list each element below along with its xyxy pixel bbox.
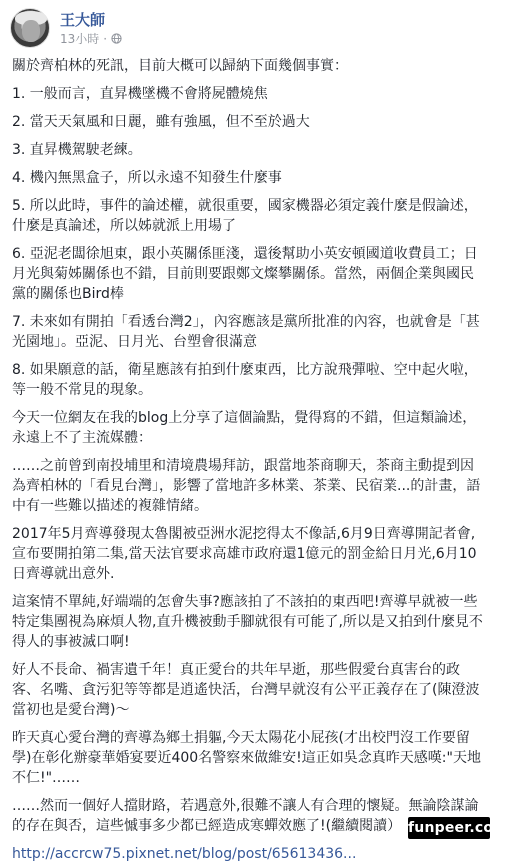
post-header [10,8,486,48]
fact-item: 1. 一般而言，直昇機墜機不會將屍體燒焦 [12,86,268,102]
author-name[interactable]: 王大師 [60,11,106,29]
blog-link[interactable]: http://accrcw75.pixnet.net/blog/post/65613436... [12,846,357,862]
paragraph-blog: 今天一位網友在我的blog上分享了這個論點，覺得寫的不錯，但這類論述，永遠上不了主流媒體： [12,410,477,446]
fact-item: 2. 當天天氣風和日麗，雖有強風，但不至於過大 [12,114,310,130]
fact-item: 7. 未來如有開拍「看透台灣2」，內容應該是黨所批准的內容，也就會是「甚光園地」。亞泥、日月光、台塑會很滿意 [12,314,480,350]
fact-item: 8. 如果願意的話，衛星應該有拍到什麼東西，比方說飛彈啦、空中起火啦，等一般不常見的現象。 [12,362,478,398]
paragraph-good-people: 好人不長命、禍害遺千年！真正愛台的共年早逝，那些假愛台真害台的政客、名嘴、貪污犯等等都是逍遙快活，台灣早就沒有公平正義存在了(陳澄波當初也是愛台灣)～ [12,662,480,718]
post-body [12,56,486,864]
avatar[interactable] [10,8,50,48]
fact-item: 4. 機內無黑盒子，所以永遠不知發生什麼事 [12,170,282,186]
fact-item: 3. 直昇機駕駛老練。 [12,142,142,158]
paragraph-yesterday: 昨天真心愛台灣的齊導為鄉土捐軀,今天太陽花小屁孩(才出校門沒工作要留學)在彰化辦豪華婚宴要近400名警察來做維安!這正如吳念真昨天感嘆:"天地不仁!"…… [12,730,481,786]
avatar-face [22,20,40,42]
post-intro: 關於齊柏林的死訊，目前大概可以歸納下面幾個事實： [12,58,348,74]
watermark-logo: funpeer.com [408,817,490,839]
paragraph-2017: 2017年5月齊導發現太魯閣被亞洲水泥挖得太不像話,6月9日齊導開記者會,宣布要開拍第二集,當天法官要求高雄市政府還1億元的罰金給日月光,6月10日齊導就出意外. [12,526,477,582]
globe-icon[interactable] [111,33,122,44]
fact-item: 6. 亞泥老闆徐旭東，跟小英關係匪淺，還後幫助小英安頓國道收費員工；日月光與菊姊關係也不錯，目前則要跟鄭文燦攀關係。當然，兩個企業與國民黨的關係也Bird棒 [12,246,478,302]
separator-dot: · [103,31,108,46]
paragraph-case: 這案情不單純,好端端的怎會失事?應該拍了不該拍的東西吧!齊導早就被一些特定集團視為麻煩人物,直升機被動手腳就很有可能了,所以是又拍到什麼見不得人的事被滅口啊! [12,594,483,650]
fact-item: 5. 所以此時，事件的論述權，就很重要，國家機器必須定義什麼是假論述，什麼是真論述，所以姊就派上用場了 [12,198,478,234]
paragraph-end: ……然而一個好人擋財路，若遇意外,很難不讓人有合理的懷疑。無論陰謀論的存在與否，這些慽事多少都已經造成寒蟬效應了!(繼續閱讀） [12,798,479,834]
post-time[interactable]: 13小時 [60,32,100,46]
post-meta [60,30,122,47]
paragraph-quote: ……之前曾到南投埔里和清境農場拜訪，跟當地茶商聊天，茶商主動提到因為齊柏林的「看見台灣」，影響了當地許多林業、茶業、民宿業...的計畫，語中有一些難以描述的複雜情緒。 [12,458,481,514]
